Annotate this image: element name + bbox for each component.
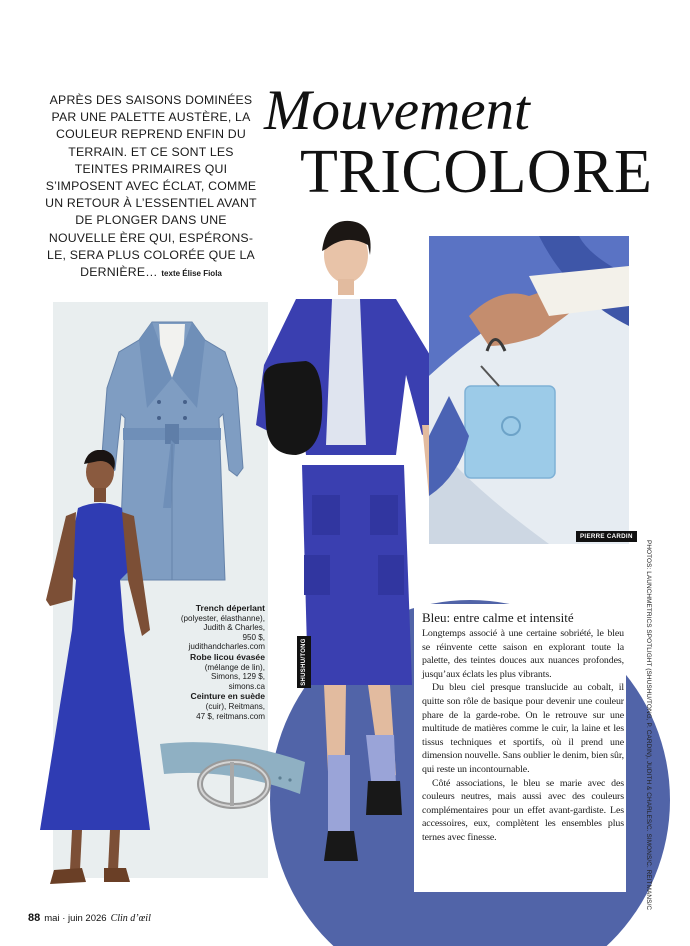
page-footer [28, 912, 151, 924]
product-captions [160, 604, 265, 722]
article-heading: Bleu: entre calme et intensité [422, 610, 574, 625]
page-number: 88 [28, 912, 41, 924]
caption-dress-url[interactable]: simons.ca [228, 681, 265, 691]
article-paragraph-3: Côté associations, le bleu se marie avec des couleurs neutres, mais aussi avec des couleurs complémentaires pour un effet avant-gardiste. Les accessoires, eux, complètent les ensembles plus ternes avec finesse. [422, 777, 624, 843]
photo-tag-shushu-tong [297, 636, 311, 688]
caption-belt [160, 692, 265, 721]
caption-trench-store: Judith & Charles, [203, 623, 265, 633]
caption-trench-name: Trench déperlant [195, 603, 265, 613]
caption-trench-url[interactable]: judithandcharles.com [188, 642, 265, 652]
blue-bag-photo [429, 236, 629, 544]
intro-text-block [40, 92, 262, 282]
caption-dress-name: Robe licou évasée [190, 651, 265, 662]
author-credit: texte Élise Fiola [161, 269, 222, 279]
title-line-2: TRICOLORE [300, 138, 653, 206]
caption-belt-store: 47 $, reitmans.com [196, 711, 265, 721]
article-body [414, 604, 626, 892]
caption-trench-material: (polyester, élasthanne), [180, 613, 265, 623]
caption-dress-store: Simons, 129 $, [211, 672, 265, 682]
intro-text: APRÈS DES SAISONS DOMINÉES PAR UNE PALETTE AUSTÈRE, LA COULEUR REPREND ENFIN DU TERRAIN. ET CE SONT LES TEINTES PRIMAIRES QUI S’IMPOSENT AVEC ÉCLAT, COMME UN RETOUR À L’ESSENTIEL AVANT DE PLONGER DANS UNE NOUVELLE ÈRE QUI, ESPÉRONS-LE, SERA PLUS COLORÉE QUE LA DERNIÈRE… [45, 93, 257, 280]
caption-dress [160, 653, 265, 691]
magazine-brand: Clin d’œil [110, 913, 151, 924]
caption-belt-name: Ceinture en suède [190, 691, 265, 702]
issue-date: mai · juin 2026 [44, 913, 107, 924]
caption-trench [160, 604, 265, 652]
photo-tag-pierre-cardin: PIERRE CARDIN [576, 531, 637, 542]
caption-belt-material: (cuir), Reitmans, [205, 701, 265, 711]
dress-model-photo [20, 450, 170, 890]
photo-tag-shushu-text: SHUSHU/TONG [301, 638, 307, 686]
caption-dress-material: (mélange de lin), [204, 662, 265, 672]
title-line-1: Mouvement [264, 79, 530, 142]
caption-trench-price: 950 $, [242, 632, 265, 642]
article-paragraph-2: Du bleu ciel presque translucide au cobalt, il quitte son rôle de basique pour devenir une couleur phare de la garde-robe. On le retrouve sur une multitude de matières comme le cuir, la laine et les tissus techniques et sportifs, où il prend une dimension nouvelle. Sans oublier le denim, bien sûr, qui reste un incontournable. [422, 682, 624, 775]
photo-credits: PHOTOS: LAUNCHMETRICS SPOTLIGHT (SHUSHU/TONG, P. CARDIN), JUDITH & CHARLES/C. SIMONS/C. REITMANS/C [645, 540, 652, 911]
article-paragraph-1: Longtemps associé à une certaine sobriété, le bleu se réinvente cette saison en explorant toute la palette, des teintes douces aux nuances profondes, jusqu’aux éclats les plus vibrants. [422, 628, 624, 680]
suede-belt-photo [160, 738, 305, 816]
